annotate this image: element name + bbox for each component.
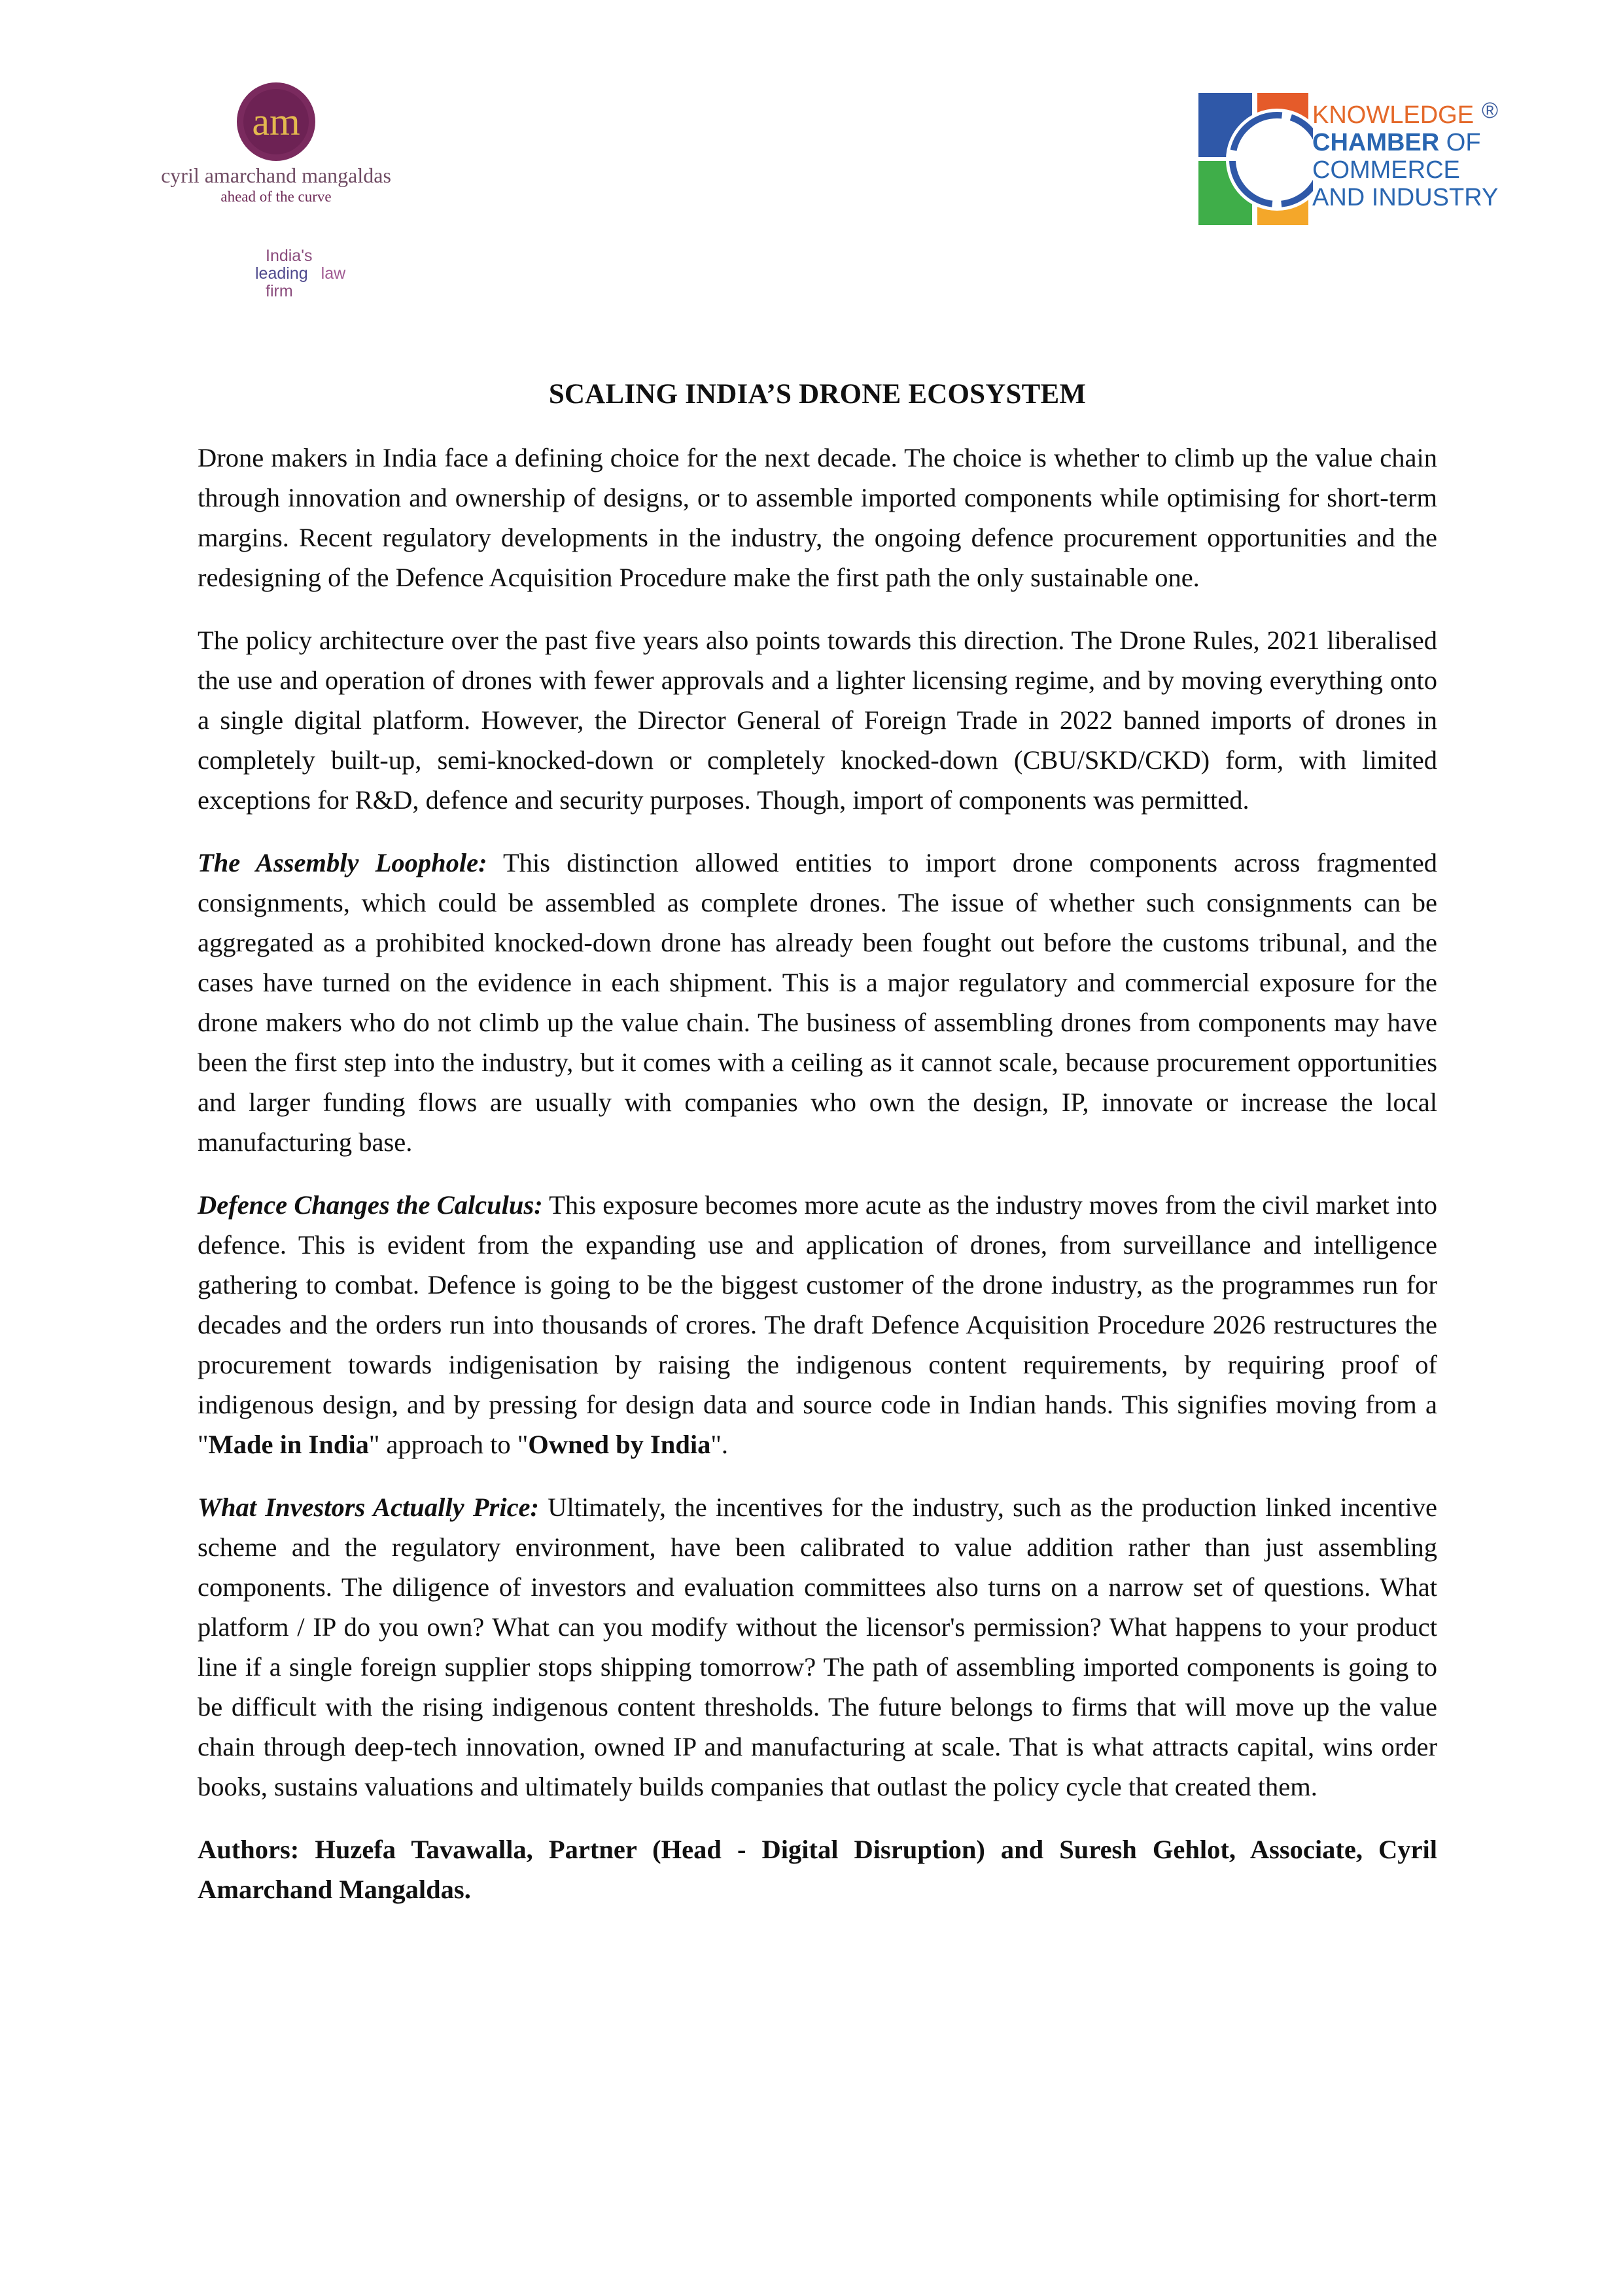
badge-word-leading: leading bbox=[255, 264, 308, 283]
paragraph-defence-calculus bbox=[198, 1185, 1437, 1464]
kcci-emblem-icon bbox=[1198, 93, 1313, 227]
cam-monogram-text: am bbox=[252, 100, 300, 143]
paragraph-text: This distinction allowed entities to import drone components across fragmented consignments, which could be assembled as complete drones. The issue of whether such consignments can be aggregated as a prohibited knocked-down drone has already been fought out before the customs tribunal, and the cases have turned on the evidence in each shipment. This is a major regulatory and commercial exposure for the drone makers who do not climb up the value chain. The business of assembling drones from components may have been the first step into the industry, but it comes with a ceiling as it cannot scale, because procurement opportunities and larger funding flows are usually with companies who own the design, IP, innovate or increase the local manufacturing base. bbox=[198, 848, 1437, 1157]
paragraph-investors bbox=[198, 1487, 1437, 1807]
paragraph-text: " approach to " bbox=[368, 1430, 529, 1459]
article-title: SCALING INDIA’S DRONE ECOSYSTEM bbox=[548, 379, 1087, 410]
kcci-of: OF bbox=[1439, 129, 1481, 156]
kcci-knowledge: KNOWLEDGE bbox=[1312, 101, 1475, 129]
badge-line-3: firm bbox=[266, 282, 293, 300]
paragraph-text: This exposure becomes more acute as the industry moves from the civil market into defence. This is evident from the expanding use and application of drones, from surveillance and intelligence gathering to combat. Defence is going to be the biggest customer of the drone industry, as the programmes run for decades and the orders run into thousands of crores. The draft Defence Acquisition Procedure 2026 restructures the procurement towards indigenisation by raising the indigenous content requirements, by requiring proof of indigenous design, and by pressing for design data and source code in Indian hands. This signifies moving from a " bbox=[198, 1190, 1437, 1459]
badge-word-law: law bbox=[321, 264, 346, 283]
paragraph-intro: Drone makers in India face a defining choice for the next decade. The choice is whether to climb up the value chain through innovation and ownership of designs, or to assemble imported components while optimising for short-term margins. Recent regulatory developments in the industry, the ongoing defence procurement opportunities and the redesigning of the Defence Acquisition Procedure make the first path the only sustainable one. bbox=[198, 443, 1437, 592]
badge-line-2 bbox=[255, 264, 346, 283]
kcci-line-4: AND INDUSTRY bbox=[1312, 184, 1499, 211]
kcci-line-2 bbox=[1312, 129, 1498, 156]
paragraph-policy: The policy architecture over the past five years also points towards this direction. The Drone Rules, 2021 liberalised the use and operation of drones with fewer approvals and a lighter licensing regime, and by moving everything onto a single digital platform. However, the Director General of Foreign Trade in 2022 banned imports of drones in completely built-up, semi-knocked-down or completely knocked-down (CBU/SKD/CKD) form, with limited exceptions for R&D, defence and security purposes. Though, import of components was permitted. bbox=[198, 626, 1437, 815]
paragraph-assembly-loophole bbox=[198, 843, 1437, 1162]
section-lead-assembly-loophole: The Assembly Loophole: bbox=[198, 848, 487, 877]
section-lead-investors: What Investors Actually Price: bbox=[198, 1492, 540, 1522]
kcci-line-1 bbox=[1312, 97, 1498, 129]
cam-firm-name: cyril amarchand mangaldas bbox=[161, 164, 391, 187]
cam-tagline: ahead of the curve bbox=[220, 188, 332, 205]
kcci-wordmark bbox=[1312, 97, 1498, 211]
paragraph-text: ". bbox=[710, 1430, 729, 1459]
authors-line: Authors: Huzefa Tavawalla, Partner (Head - Digital Disruption) and Suresh Gehlot, Associate, Cyril Amarchand Mangaldas. bbox=[198, 1835, 1437, 1904]
badge-line-1: India's bbox=[266, 247, 313, 265]
kcci-chamber: CHAMBER bbox=[1312, 129, 1440, 156]
paragraph-text: Ultimately, the incentives for the industry, such as the production linked incentive scheme and the regulatory environment, have been calibrated to value addition rather than just assembling components. The diligence of investors and evaluation committees also turns on a narrow set of questions. What platform / IP do you own? What can you modify without the licensor's permission? What happens to your product line if a single foreign supplier stops shipping tomorrow? The path of assembling imported components is going to be difficult with the rising indigenous content thresholds. The future belongs to firms that will move up the value chain through deep-tech innovation, owned IP and manufacturing at scale. That is what attracts capital, wins order books, sustains valuations and ultimately builds companies that outlast the policy cycle that created them. bbox=[198, 1492, 1437, 1801]
cam-leading-law-firm-badge bbox=[222, 247, 346, 300]
section-lead-defence: Defence Changes the Calculus: bbox=[198, 1190, 543, 1220]
article-body bbox=[198, 378, 1437, 1909]
bold-owned-by-india: Owned by India bbox=[528, 1430, 711, 1459]
bold-made-in-india: Made in India bbox=[208, 1430, 369, 1459]
registered-mark: ® bbox=[1482, 98, 1499, 123]
kcci-line-3: COMMERCE bbox=[1312, 156, 1460, 184]
